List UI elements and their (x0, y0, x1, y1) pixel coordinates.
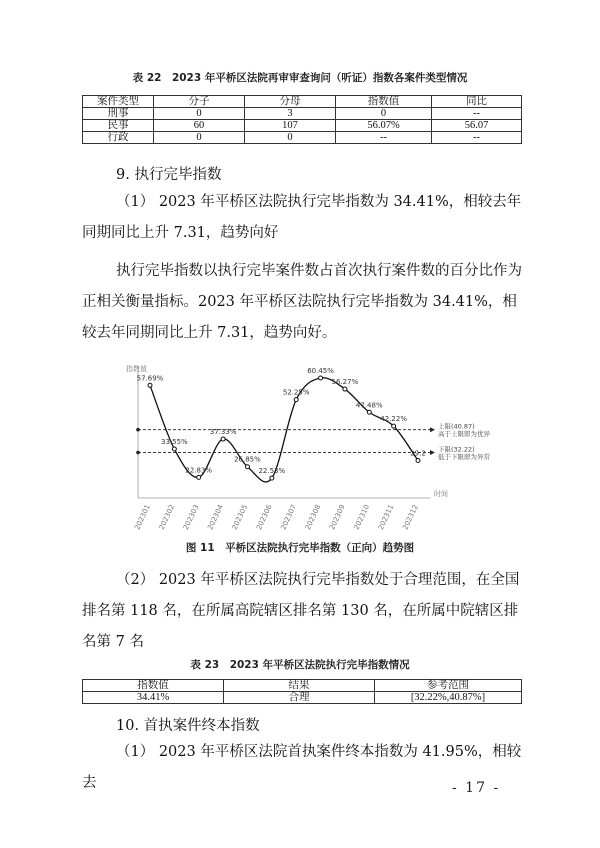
x-tick-label: 202303 (181, 503, 201, 532)
table22-header: 分子 (154, 96, 245, 108)
table-cell: -- (336, 132, 432, 144)
table22-header: 指数值 (336, 96, 432, 108)
lower-limit-note: 低于下限即为异常 (438, 453, 490, 462)
table-cell: 0 (154, 132, 245, 144)
table-cell: 合理 (224, 692, 375, 704)
data-point (367, 410, 371, 414)
section9-para1: （1） 2023 年平桥区法院执行完毕指数为 34.41%，相较去年同期同比上升 7.31，趋势向好 (82, 194, 522, 241)
data-label: 22.53% (258, 467, 286, 476)
data-point (245, 465, 249, 469)
x-axis-label: 时间 (434, 490, 448, 498)
data-point (416, 459, 420, 463)
table-cell: 60 (154, 120, 245, 132)
upper-limit-arrow (430, 427, 435, 432)
table-cell: 56.07% (336, 120, 432, 132)
section9-heading: 9. 执行完毕指数 (116, 167, 222, 183)
data-point (221, 437, 225, 441)
trend-chart (112, 360, 502, 532)
table23-header: 指数值 (83, 680, 224, 692)
table-cell: 107 (245, 120, 336, 132)
x-tick-label: 202308 (303, 503, 323, 532)
table23-caption: 表 23 2023 年平桥区法院执行完毕指数情况 (190, 659, 410, 671)
table23 (82, 679, 522, 704)
lower-limit-label: 下限(32.22) (438, 445, 475, 454)
table22-header: 同比 (432, 96, 522, 108)
x-tick-label: 202311 (376, 503, 396, 532)
table23-header: 参考范围 (375, 680, 522, 692)
table-row (83, 120, 522, 132)
table-cell: 3 (245, 108, 336, 120)
x-tick-label: 202302 (157, 503, 177, 532)
x-tick-label: 202312 (401, 503, 420, 532)
section10-heading: 10. 首执案件终本指数 (116, 718, 260, 734)
data-point (392, 424, 396, 428)
data-label: 22.83% (185, 466, 213, 475)
table-cell: 民事 (83, 120, 154, 132)
data-label: 29.2 (410, 449, 426, 458)
data-point (319, 376, 323, 380)
x-tick-label: 202310 (352, 503, 372, 532)
upper-limit-note: 高于上限即为优异 (438, 430, 490, 439)
data-label: 37.33% (209, 428, 237, 437)
table22 (82, 95, 522, 144)
ranking-para: （2） 2023 年平桥区法院执行完毕指数处于合理范围，在全国排名第 118 名，在所属高院辖区排名第 130 名，在所属中院辖区排名第 7 名 (82, 572, 520, 650)
data-label: 52.25% (282, 388, 310, 397)
table-cell: 34.41% (83, 692, 224, 704)
data-label: 42.22% (380, 415, 407, 424)
table22-caption: 表 22 2023 年平桥区法院再审审查询问（听证）指数各案件类型情况 (132, 72, 468, 84)
page-number: - 17 - (452, 780, 501, 796)
section10-para1: （1） 2023 年平桥区法院首执案件终本指数为 41.95%，相较去 (82, 744, 522, 791)
table-cell: 56.07 (432, 120, 522, 132)
data-point (148, 383, 152, 387)
table-cell: 0 (245, 132, 336, 144)
data-point (270, 476, 274, 480)
table-cell: 行政 (83, 132, 154, 144)
x-tick-label: 202301 (133, 503, 152, 532)
x-tick-label: 202304 (206, 503, 225, 532)
data-label: 33.55% (161, 438, 188, 447)
lower-limit-arrow (430, 450, 435, 455)
table-cell: 刑事 (83, 108, 154, 120)
table-cell: -- (432, 132, 522, 144)
table23-header: 结果 (224, 680, 375, 692)
table-row (83, 692, 522, 704)
table22-header-row (83, 96, 522, 108)
table-cell: 0 (154, 108, 245, 120)
x-tick-label: 202306 (255, 503, 274, 532)
upper-limit-label: 上限(40.87) (438, 422, 475, 431)
x-tick-label: 202307 (279, 503, 298, 532)
table-row (83, 132, 522, 144)
data-label: 57.69% (136, 374, 164, 383)
table-cell: 0 (336, 108, 432, 120)
data-point (172, 447, 176, 451)
table-row (83, 108, 522, 120)
table-cell: [32.22%,40.87%] (375, 692, 522, 704)
data-label: 56.27% (331, 378, 359, 387)
section9-para2: 执行完毕指数以执行完毕案件数占首次执行案件数的百分比作为正相关衡量指标。2023 年平桥区法院执行完毕指数为 34.41%，相较去年同期同比上升 7.31，趋势向好。 (82, 263, 522, 341)
data-point (294, 398, 298, 402)
data-label: 26.85% (234, 455, 261, 464)
data-point (343, 387, 347, 391)
x-tick-label: 202305 (230, 503, 250, 532)
data-point (197, 475, 201, 479)
data-label: 60.45% (307, 367, 334, 376)
figure11-caption: 图 11 平桥区法院执行完毕指数（正向）趋势图 (185, 542, 415, 554)
table22-header: 案件类型 (83, 96, 154, 108)
table-cell: -- (432, 108, 522, 120)
table23-header-row (83, 680, 522, 692)
y-axis-label: 指数值 (126, 365, 147, 373)
data-label: 47.48% (355, 401, 383, 410)
x-tick-label: 202309 (328, 503, 347, 532)
table22-header: 分母 (245, 96, 336, 108)
